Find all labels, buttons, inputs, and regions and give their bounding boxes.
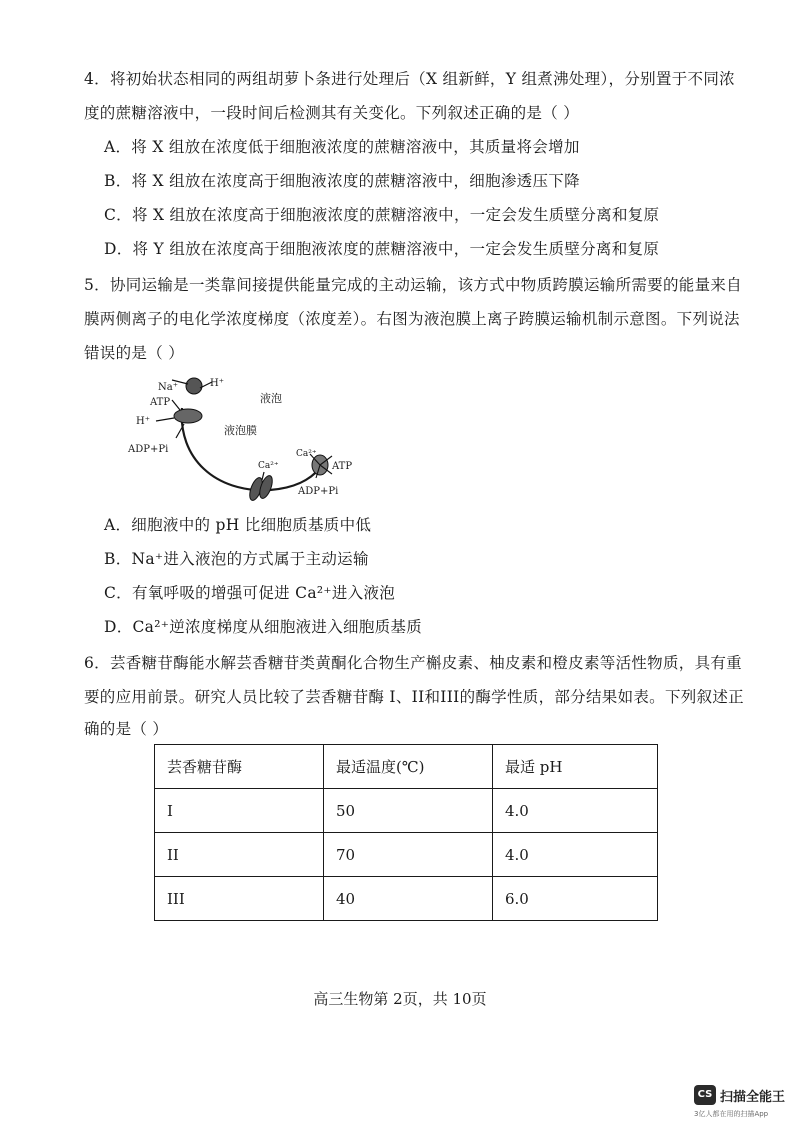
q4-stem-line-2: 度的蔗糖溶液中，一段时间后检测其有关变化。下列叙述正确的是（ ）: [84, 104, 580, 122]
label-atp-left: ATP: [150, 397, 171, 408]
watermark-tagline: 3亿人都在用的扫描App: [694, 1110, 769, 1118]
table-cell: 40: [324, 877, 493, 921]
na-h-antiporter: [186, 378, 202, 394]
label-ca-mid: Ca²⁺: [258, 461, 279, 471]
table-cell: 4.0: [493, 833, 658, 877]
table-cell: II: [155, 833, 324, 877]
table-cell: 6.0: [493, 877, 658, 921]
table-header-temperature: 最适温度(℃): [324, 745, 493, 789]
q6-stem-line-3: 确的是（ ）: [84, 720, 169, 738]
table-cell: I: [155, 789, 324, 833]
table-row: [155, 877, 658, 921]
label-adp-right: ADP+Pi: [298, 486, 339, 497]
atp-arrow-left: [172, 400, 180, 410]
vacuole-membrane-diagram: [120, 368, 380, 508]
scanner-watermark: [694, 1085, 794, 1125]
q5-option-a: A．细胞液中的 pH 比细胞质基质中低: [104, 516, 372, 534]
q6-stem-line-1: 6．芸香糖苷酶能水解芸香糖苷类黄酮化合物生产槲皮素、柚皮素和橙皮素等活性物质，具有重: [84, 654, 742, 672]
label-membrane: 液泡膜: [224, 424, 257, 437]
q4-option-a: A．将 X 组放在浓度低于细胞液浓度的蔗糖溶液中，其质量将会增加: [104, 138, 580, 156]
label-ca-right: Ca²⁺: [296, 449, 317, 459]
watermark-name: 扫描全能王: [720, 1090, 786, 1105]
ca-arrow-mid: [262, 472, 264, 480]
q5-stem-line-2: 膜两侧离子的电化学浓度梯度（浓度差）。右图为液泡膜上离子跨膜运输机制示意图。下列说法: [84, 310, 740, 328]
table-cell: 4.0: [493, 789, 658, 833]
q5-option-d: D．Ca²⁺逆浓度梯度从细胞液进入细胞质基质: [104, 618, 423, 636]
table-row: [155, 833, 658, 877]
label-na: Na⁺: [158, 382, 178, 393]
enzyme-properties-table: [154, 744, 658, 921]
q4-option-c: C．将 X 组放在浓度高于细胞液浓度的蔗糖溶液中，一定会发生质壁分离和复原: [104, 206, 660, 224]
page-footer: 高三生物第 2页，共 10页: [313, 990, 487, 1008]
table-cell: 50: [324, 789, 493, 833]
label-atp-right: ATP: [332, 461, 353, 472]
table-row: [155, 789, 658, 833]
q5-stem-line-3: 错误的是（ ）: [84, 344, 185, 362]
q5-option-b: B．Na⁺进入液泡的方式属于主动运输: [104, 550, 369, 568]
q6-stem-line-2: 要的应用前景。研究人员比较了芸香糖苷酶 I、II和III的酶学性质，部分结果如表。下列叙述正: [84, 688, 744, 706]
table-header-enzyme: 芸香糖苷酶: [155, 745, 324, 789]
table-header-ph: 最适 pH: [493, 745, 658, 789]
h-arrow-left: [156, 418, 174, 421]
camscanner-logo-icon: CS: [694, 1085, 716, 1105]
h-pump: [174, 409, 202, 423]
label-h-top: H⁺: [210, 378, 224, 389]
label-adp-left: ADP+Pi: [128, 444, 169, 455]
q5-option-c: C．有氧呼吸的增强可促进 Ca²⁺进入液泡: [104, 584, 396, 602]
q4-stem-line-1: 4．将初始状态相同的两组胡萝卜条进行处理后（X 组新鲜，Y 组煮沸处理），分别置于不同浓: [84, 70, 735, 88]
label-h-left: H⁺: [136, 416, 150, 427]
table-header-row: [155, 745, 658, 789]
table-cell: 70: [324, 833, 493, 877]
label-vacuole: 液泡: [260, 392, 282, 405]
q4-option-d: D．将 Y 组放在浓度高于细胞液浓度的蔗糖溶液中，一定会发生质壁分离和复原: [104, 240, 660, 258]
q4-option-b: B．将 X 组放在浓度高于细胞液浓度的蔗糖溶液中，细胞渗透压下降: [104, 172, 580, 190]
table-cell: III: [155, 877, 324, 921]
q5-stem-line-1: 5．协同运输是一类靠间接提供能量完成的主动运输，该方式中物质跨膜运输所需要的能量来自: [84, 276, 742, 294]
